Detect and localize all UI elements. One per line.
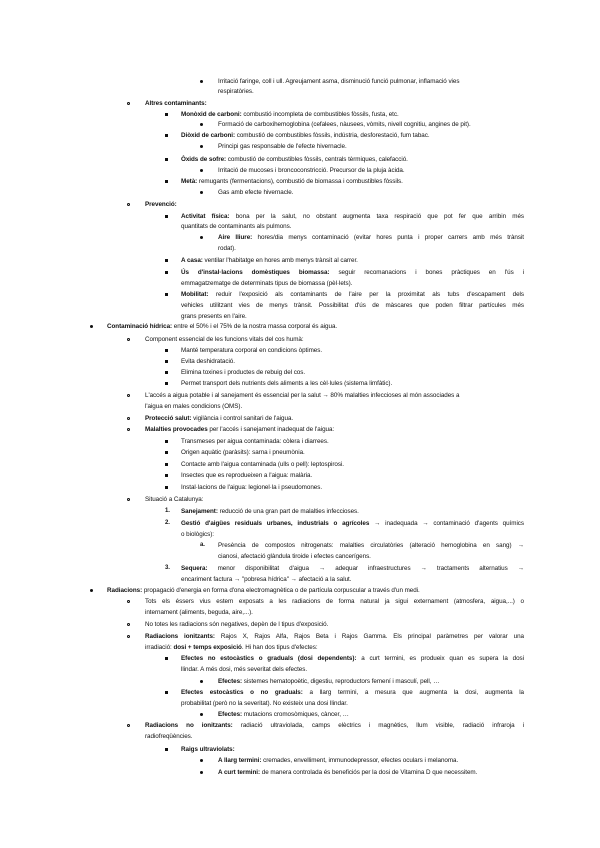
text-line: [181, 222, 291, 231]
square-bullet-icon: [165, 215, 168, 218]
disc-bullet-icon: [200, 191, 203, 194]
line-text: propagació d'energia en forma d'ona electromagnètica o de partícula corpuscular a través d'un medi.: [142, 587, 420, 594]
line-text: Irritació de mucoses i broncoconstricció. Precursor de la pluja àcida.: [218, 167, 405, 174]
line-text: No totes les radiacions són negatives, depèn de l tipus d'exposició.: [145, 621, 329, 628]
text-line: [145, 597, 524, 606]
square-bullet-icon: [165, 748, 168, 751]
text-line: [145, 425, 334, 434]
line-text: respiratòries.: [218, 88, 254, 95]
bold-term: Protecció salut:: [145, 415, 192, 422]
list-number: 1.: [165, 508, 170, 514]
text-line: [218, 166, 405, 175]
square-bullet-icon: [165, 134, 168, 137]
line-text: Origen aquàtic (paràsits): sarna i pneumònia.: [181, 449, 305, 456]
circle-bullet-icon: [127, 600, 130, 603]
bold-term: Radiacions ionitzants:: [145, 633, 215, 640]
square-bullet-icon: [165, 180, 168, 183]
text-line: [218, 756, 458, 765]
text-line: [218, 710, 349, 719]
text-line: [181, 745, 235, 754]
line-text: grans presents en l'aire.: [181, 313, 247, 320]
bold-term: Radiacions:: [107, 587, 143, 594]
bold-term: Metà:: [181, 178, 198, 185]
bold-term: dosi + temps exposició: [173, 644, 242, 651]
text-line: [181, 519, 524, 528]
line-text: bona per la salut, no obstant augmenta taxa respiració que pot fer que arribin més: [229, 213, 524, 220]
text-line: [145, 414, 293, 423]
line-text: o biològics):: [181, 531, 214, 538]
text-line: [218, 233, 524, 242]
bold-term: Altres contaminants:: [145, 100, 207, 107]
bold-term: Sequera:: [181, 565, 208, 572]
bold-term: Gestió d'aigües residuals urbanes, industrials o agrícoles: [181, 520, 370, 527]
text-line: [181, 688, 524, 697]
bold-term: Raigs ultraviolats:: [181, 746, 235, 753]
square-bullet-icon: [165, 259, 168, 262]
text-line: [181, 575, 351, 584]
text-line: [145, 495, 203, 504]
line-text: seguir recomanacions i bones pràctiques en l'ús i: [329, 269, 524, 276]
line-text: internament (aliments, beguda, aire,...).: [145, 609, 253, 616]
line-text: vehicles utilitzant vies de menys trànsit. Possibilitat d'ús de màscares que poden filtrar partícules més: [181, 302, 524, 309]
text-line: [218, 541, 524, 550]
text-line: [145, 335, 304, 344]
square-bullet-icon: [165, 293, 168, 296]
circle-bullet-icon: [127, 428, 130, 431]
bold-term: Efectes no estocàstics o graduals (dosi dependents):: [181, 655, 357, 662]
text-line: [218, 552, 371, 561]
line-text: remugants (fermentacions), combustió de biomassa i combustibles fòssils.: [197, 178, 403, 185]
square-bullet-icon: [165, 440, 168, 443]
line-text: Manté temperatura corporal en condicions òptimes.: [181, 347, 323, 354]
disc-bullet-icon: [200, 123, 203, 126]
circle-bullet-icon: [127, 394, 130, 397]
circle-bullet-icon: [127, 635, 130, 638]
disc-bullet-icon: [200, 713, 203, 716]
line-text: Contacte amb l'aigua contaminada (ulls o pell): leptospirosi.: [181, 461, 345, 468]
text-line: [218, 188, 293, 197]
square-bullet-icon: [165, 474, 168, 477]
line-text: radiació ultraviolada, camps elèctrics i magnètics, llum visible, radiació infraroja i: [232, 722, 524, 729]
text-line: [181, 155, 408, 164]
text-line: [181, 483, 322, 492]
text-line: [181, 654, 524, 663]
bold-term: Aire lliure:: [218, 234, 253, 241]
bold-term: Diòxid de carboni:: [181, 132, 236, 139]
disc-bullet-icon: [200, 145, 203, 148]
square-bullet-icon: [165, 371, 168, 374]
text-line: [181, 448, 305, 457]
square-bullet-icon: [165, 360, 168, 363]
line-text: cianosi, afectació glàndula tiroide i efectes cancerígens.: [218, 553, 371, 560]
circle-bullet-icon: [127, 203, 130, 206]
line-text: emmagatzematge de determinats tipus de biomassa (pèl·lets).: [181, 280, 353, 287]
line-text: Elimina toxines i productes de rebuig del cos.: [181, 369, 306, 376]
text-line: [218, 142, 347, 151]
line-text: ventilar l'habitatge en hores amb menys trànsit al carrer.: [202, 257, 358, 264]
square-bullet-icon: [165, 463, 168, 466]
text-line: [145, 643, 318, 652]
text-line: [181, 268, 524, 277]
text-line: [181, 665, 307, 674]
circle-bullet-icon: [127, 724, 130, 727]
line-text: probabilitat (però no la severitat). No existeix una dosi llindar.: [181, 700, 348, 707]
line-text: Rajos X, Rajos Alfa, Rajos Beta i Rajos Gamma. Els principal paràmetres per valorar una: [214, 633, 524, 640]
text-line: [218, 87, 254, 96]
line-text: Instal·lacions de l'aigua: legionel·la i pseudomones.: [181, 484, 323, 491]
line-text: a curt termini, es produeix quan es supera la dosi: [356, 655, 524, 662]
line-text: a llarg termini, a mesura que augmenta la dosi, augmenta la: [302, 689, 524, 696]
line-text: reducció de una gran part de malalties infeccioses.: [217, 508, 359, 515]
line-text: Presència de compostos nitrogenats: malalties circulatòries (alteració hemoglobina en sang) →: [218, 542, 524, 549]
text-line: [181, 368, 305, 377]
text-line: [145, 402, 242, 411]
square-bullet-icon: [165, 349, 168, 352]
disc-bullet-icon: [200, 680, 203, 683]
text-line: [218, 120, 471, 129]
line-text: Component essencial de les funcions vitals del cos humà:: [145, 336, 304, 343]
line-text: radiofreqüències.: [145, 733, 193, 740]
bold-term: Contaminació hídrica:: [107, 323, 173, 330]
bold-term: Ús d'instal·lacions domèstiques biomassa:: [181, 269, 330, 276]
text-line: [218, 77, 459, 86]
text-line: [181, 212, 524, 221]
line-text: Permet transport dels nutrients dels aliments a les cèl·lules (sistema limfàtic).: [181, 380, 393, 387]
bold-term: Malalties provocades: [145, 426, 208, 433]
square-bullet-icon: [165, 158, 168, 161]
line-text: Transmeses per aigua contaminada: còlera i diarrees.: [181, 438, 329, 445]
line-text: quantitats de contaminants als pulmons.: [181, 223, 292, 230]
circle-bullet-icon: [127, 417, 130, 420]
bold-term: Efectes estocàstics o no graduals:: [181, 689, 303, 696]
list-number: 3.: [165, 565, 170, 571]
text-line: [181, 460, 344, 469]
bold-term: Prevenció:: [145, 201, 177, 208]
line-text: Gas amb efecte hivernacle.: [218, 189, 294, 196]
text-line: [181, 110, 399, 119]
disc-bullet-icon: [200, 169, 203, 172]
line-text: Evita deshidratació.: [181, 358, 235, 365]
text-line: [218, 768, 477, 777]
square-bullet-icon: [165, 657, 168, 660]
text-line: [181, 471, 312, 480]
text-line: [145, 391, 459, 400]
square-bullet-icon: [165, 382, 168, 385]
line-text: per l'accés i sanejament inadequat de l'aigua:: [207, 426, 335, 433]
disc-bullet-icon: [90, 589, 93, 592]
text-line: [145, 632, 524, 641]
text-line: [181, 530, 214, 539]
line-text: hores/dia menys contaminació (evitar hores punta i proper carrers amb més trànsit: [252, 234, 524, 241]
bold-term: Efectes:: [218, 678, 243, 685]
bold-term: A llarg termini:: [218, 757, 262, 764]
text-line: [181, 507, 359, 516]
circle-bullet-icon: [127, 102, 130, 105]
line-text: Situació a Catalunya:: [145, 496, 204, 503]
text-line: [181, 279, 352, 288]
list-number: a.: [200, 542, 205, 548]
line-text: Irritació faringe, coll i ull. Agreujament asma, disminució funció pulmonar, inflamació vies: [218, 78, 460, 85]
square-bullet-icon: [165, 691, 168, 694]
text-line: [181, 346, 322, 355]
text-line: [181, 437, 329, 446]
text-line: [181, 564, 524, 573]
text-line: [181, 699, 348, 708]
bold-term: A curt termini:: [218, 769, 261, 776]
text-line: [181, 256, 358, 265]
square-bullet-icon: [165, 451, 168, 454]
line-text: Tots els éssers vius estem exposats a les radiacions de forma natural ja sigui externament (atmosfera, aigua,...) o: [145, 598, 524, 605]
bold-term: Monòxid de carboni:: [181, 111, 242, 118]
bold-term: Mobilitat:: [181, 291, 209, 298]
bold-term: Efectes:: [218, 711, 243, 718]
text-line: [181, 312, 247, 321]
text-line: [145, 99, 207, 108]
line-text: irradiació:: [145, 644, 174, 651]
line-text: menor disponibilitat d'aigua → adequar infraestructures → tractaments alternatius →: [207, 565, 524, 572]
text-line: [218, 677, 439, 686]
disc-bullet-icon: [200, 759, 203, 762]
square-bullet-icon: [165, 113, 168, 116]
line-text: entre el 50% i el 75% de la nostra massa corporal és aigua.: [172, 323, 338, 330]
line-text: cremades, envelliment, immunodepressor, efectes oculars i melanoma.: [261, 757, 459, 764]
line-text: encariment factura → "pobresa hídrica" → afectació a la salut.: [181, 576, 352, 583]
line-text: Principi gas responsable de l'efecte hivernacle.: [218, 143, 347, 150]
disc-bullet-icon: [90, 325, 93, 328]
text-line: [145, 620, 328, 629]
circle-bullet-icon: [127, 338, 130, 341]
circle-bullet-icon: [127, 623, 130, 626]
line-text: Formació de carboxihemoglobina (cefalees, nàusees, vòmits, nivell cognitiu, angines de pit).: [218, 121, 471, 128]
text-line: [145, 608, 253, 617]
bold-term: Radiacions no ionitzants:: [145, 722, 233, 729]
circle-bullet-icon: [127, 498, 130, 501]
line-text: → inadequada → contaminació d'agents químics: [369, 520, 525, 527]
list-number: 2.: [165, 520, 170, 526]
text-line: [218, 244, 236, 253]
bold-term: A casa:: [181, 257, 203, 264]
text-line: [107, 322, 337, 331]
line-text: sistemes hematopoètic, digestiu, reproductors femení i masculí, pell, …: [242, 678, 440, 685]
line-text: combustió incompleta de combustibles fòssils, fusta, etc.: [241, 111, 399, 118]
line-text: rodat).: [218, 245, 236, 252]
text-line: [181, 379, 392, 388]
text-line: [181, 357, 235, 366]
text-line: [145, 721, 524, 730]
line-text: de manera controlada és beneficiós per la dosi de Vitamina D que necessitem.: [260, 769, 478, 776]
line-text: L'accés a aigua potable i al sanejament és essencial per la salut → 80% malalties infeccioses al món associades a: [145, 392, 460, 399]
line-text: mutacions cromosòmiques, càncer, …: [242, 711, 349, 718]
text-line: [181, 301, 524, 310]
square-bullet-icon: [165, 486, 168, 489]
text-line: [145, 200, 177, 209]
line-text: reduir l'exposició als contaminants de l'aire per la proximitat als tubs d'escapament dels: [208, 291, 524, 298]
disc-bullet-icon: [200, 236, 203, 239]
line-text: llindar. A més dosi, més severitat dels efectes.: [181, 666, 308, 673]
bold-term: Sanejament:: [181, 508, 218, 515]
disc-bullet-icon: [200, 771, 203, 774]
line-text: l'aigua en males condicions (OMS).: [145, 403, 243, 410]
line-text: combustió de combustibles fòssils, indústria, desforestació, fum tabac.: [235, 132, 430, 139]
text-line: [181, 131, 430, 140]
text-line: [145, 732, 192, 741]
line-text: vigilància i control sanitari de l'aigua.: [191, 415, 294, 422]
square-bullet-icon: [165, 271, 168, 274]
line-text: Insectes que es reprodueixen a l'aigua: malària.: [181, 472, 313, 479]
line-text: combustió de combustibles fòssils, centrals tèrmiques, calefacció.: [226, 156, 408, 163]
text-line: [181, 177, 403, 186]
line-text: . Hi han dos tipus d'efectes:: [241, 644, 318, 651]
text-line: [107, 586, 420, 595]
text-line: [181, 290, 524, 299]
disc-bullet-icon: [200, 80, 203, 83]
bold-term: Òxids de sofre:: [181, 156, 227, 163]
bold-term: Activitat física:: [181, 213, 230, 220]
